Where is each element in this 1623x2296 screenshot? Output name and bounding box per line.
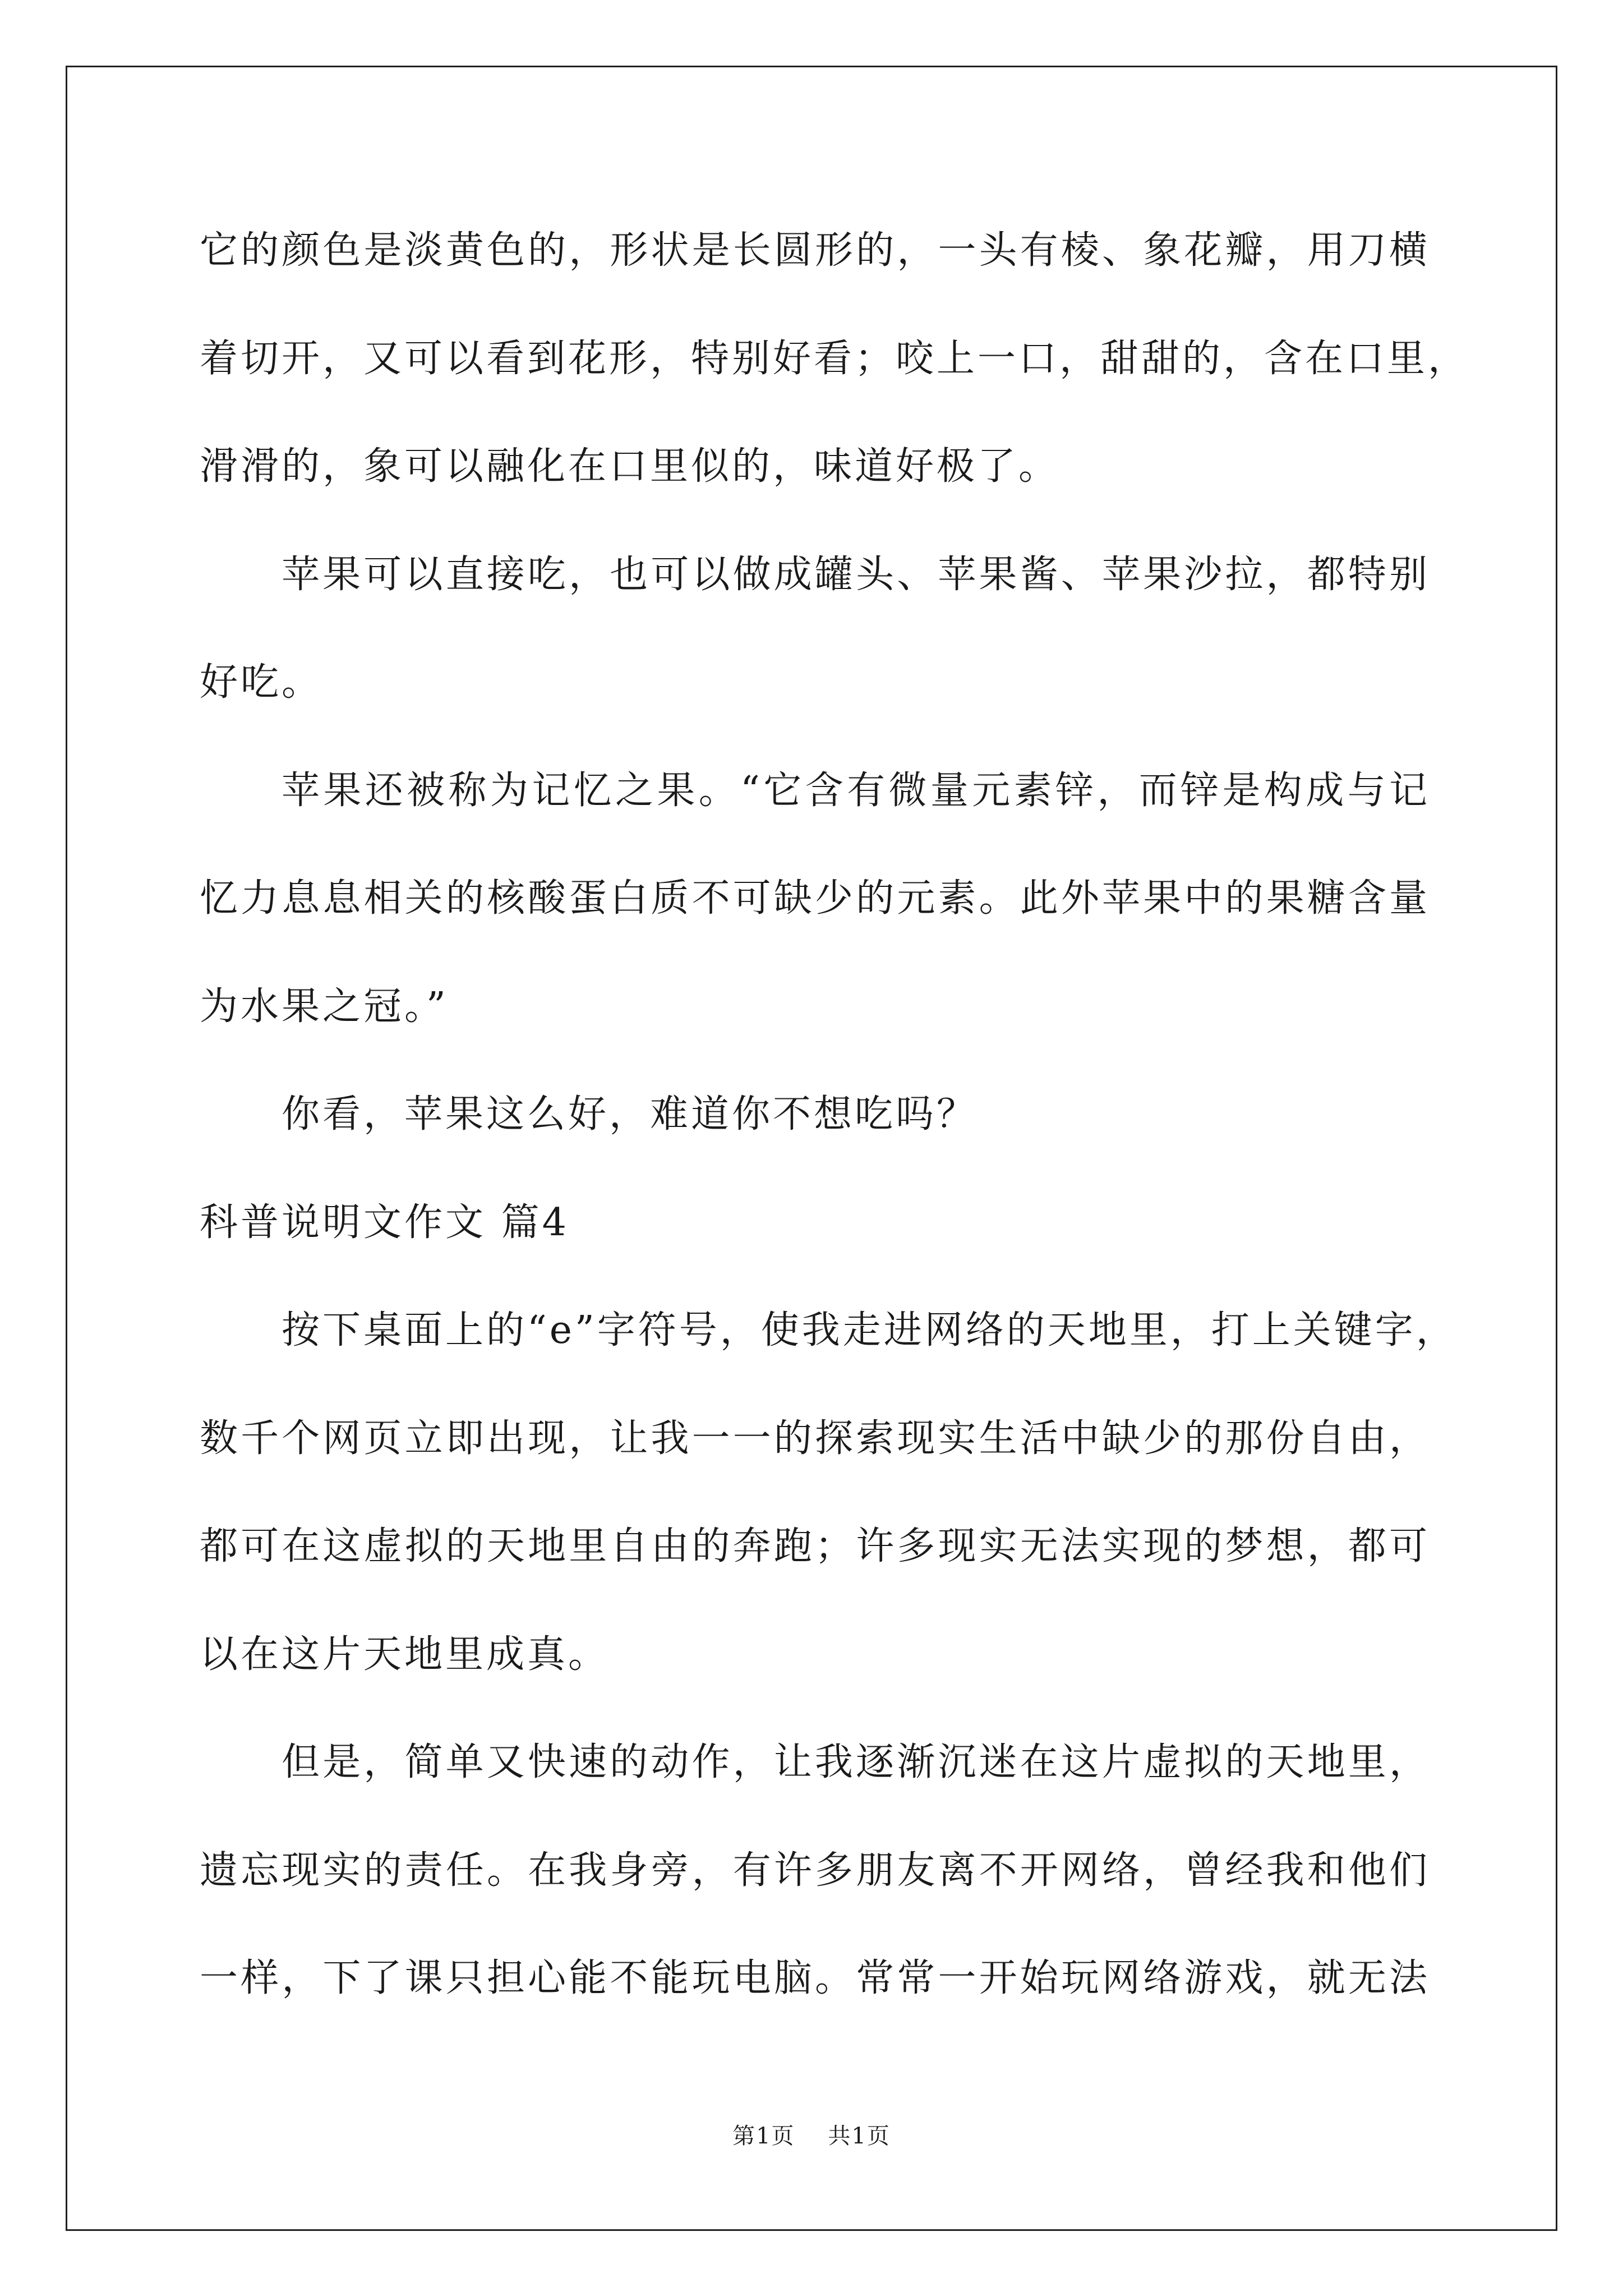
page-border — [66, 66, 1557, 2231]
paragraph-line: 都可在这虚拟的天地里自由的奔跑；许多现实无法实现的梦想，都可 — [200, 1524, 1430, 1568]
paragraph-line: 按下桌面上的“e”字符号，使我走进网络的天地里，打上关键字， — [282, 1308, 1457, 1352]
paragraph-line: 忆力息息相关的核酸蛋白质不可缺少的元素。此外苹果中的果糖含量 — [200, 876, 1430, 921]
paragraph-line: 你看，苹果这么好，难道你不想吃吗？ — [282, 1092, 978, 1137]
page-footer — [0, 2119, 1623, 2153]
paragraph-line: 为水果之冠。” — [200, 984, 449, 1029]
paragraph-line: 苹果可以直接吃，也可以做成罐头、苹果酱、苹果沙拉，都特别 — [282, 553, 1430, 597]
page-number: 第1页 — [732, 2123, 795, 2149]
paragraph-line: 好吃。 — [200, 660, 323, 705]
paragraph-line: 苹果还被称为记忆之果。“它含有微量元素锌，而锌是构成与记 — [282, 769, 1430, 813]
paragraph-line: 它的颜色是淡黄色的，形状是长圆形的，一头有棱、象花瓣，用刀横 — [200, 228, 1430, 273]
paragraph-line: 遗忘现实的责任。在我身旁，有许多朋友离不开网络，曾经我和他们 — [200, 1848, 1430, 1893]
paragraph-line: 以在这片天地里成真。 — [200, 1632, 610, 1677]
paragraph-line: 但是，简单又快速的动作，让我逐渐沉迷在这片虚拟的天地里， — [282, 1740, 1430, 1784]
paragraph-line: 着切开，又可以看到花形，特别好看；咬上一口，甜甜的，含在口里， — [200, 337, 1469, 381]
paragraph-line: 一样，下了课只担心能不能玩电脑。常常一开始玩网络游戏，就无法 — [200, 1956, 1430, 2000]
paragraph-line: 数千个网页立即出现，让我一一的探索现实生活中缺少的那份自由， — [200, 1416, 1430, 1461]
paragraph-line: 滑滑的，象可以融化在口里似的，味道好极了。 — [200, 444, 1060, 489]
section-heading: 科普说明文作文 篇4 — [200, 1200, 569, 1245]
page-total: 共1页 — [828, 2123, 891, 2149]
